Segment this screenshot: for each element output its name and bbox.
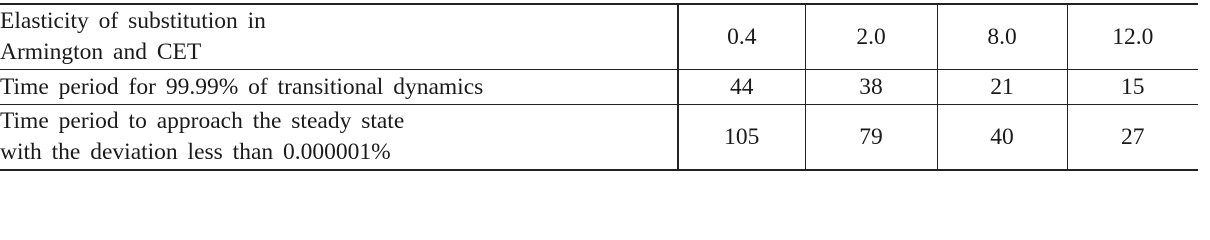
elasticity-value: 0.4 xyxy=(678,4,805,70)
table-cell: 44 xyxy=(678,70,805,105)
table-cell: 21 xyxy=(937,70,1067,105)
elasticity-label-line2: Armington and CET xyxy=(0,39,202,65)
table-header-row xyxy=(0,4,1198,70)
table-cell: 40 xyxy=(937,105,1067,171)
elasticity-label-line1: Elasticity of substitution in xyxy=(0,8,266,34)
table-row-transitional-dynamics xyxy=(0,70,1198,105)
steady-state-label-cell xyxy=(0,105,678,171)
table-cell: 27 xyxy=(1067,105,1198,171)
table-row-steady-state xyxy=(0,105,1198,171)
elasticity-value: 8.0 xyxy=(937,4,1067,70)
steady-state-label-line1: Time period to approach the steady state xyxy=(0,108,405,134)
table-cell: 105 xyxy=(678,105,805,171)
table-cell: 38 xyxy=(805,70,937,105)
table-cell: 15 xyxy=(1067,70,1198,105)
steady-state-label-line2: with the deviation less than 0.000001% xyxy=(0,139,391,165)
elasticity-value: 12.0 xyxy=(1067,4,1198,70)
elasticity-value: 2.0 xyxy=(805,4,937,70)
transitional-dynamics-label: Time period for 99.99% of transitional dynamics xyxy=(0,70,678,105)
table-cell: 79 xyxy=(805,105,937,171)
sensitivity-table xyxy=(0,3,1198,171)
elasticity-label-cell xyxy=(0,4,678,70)
